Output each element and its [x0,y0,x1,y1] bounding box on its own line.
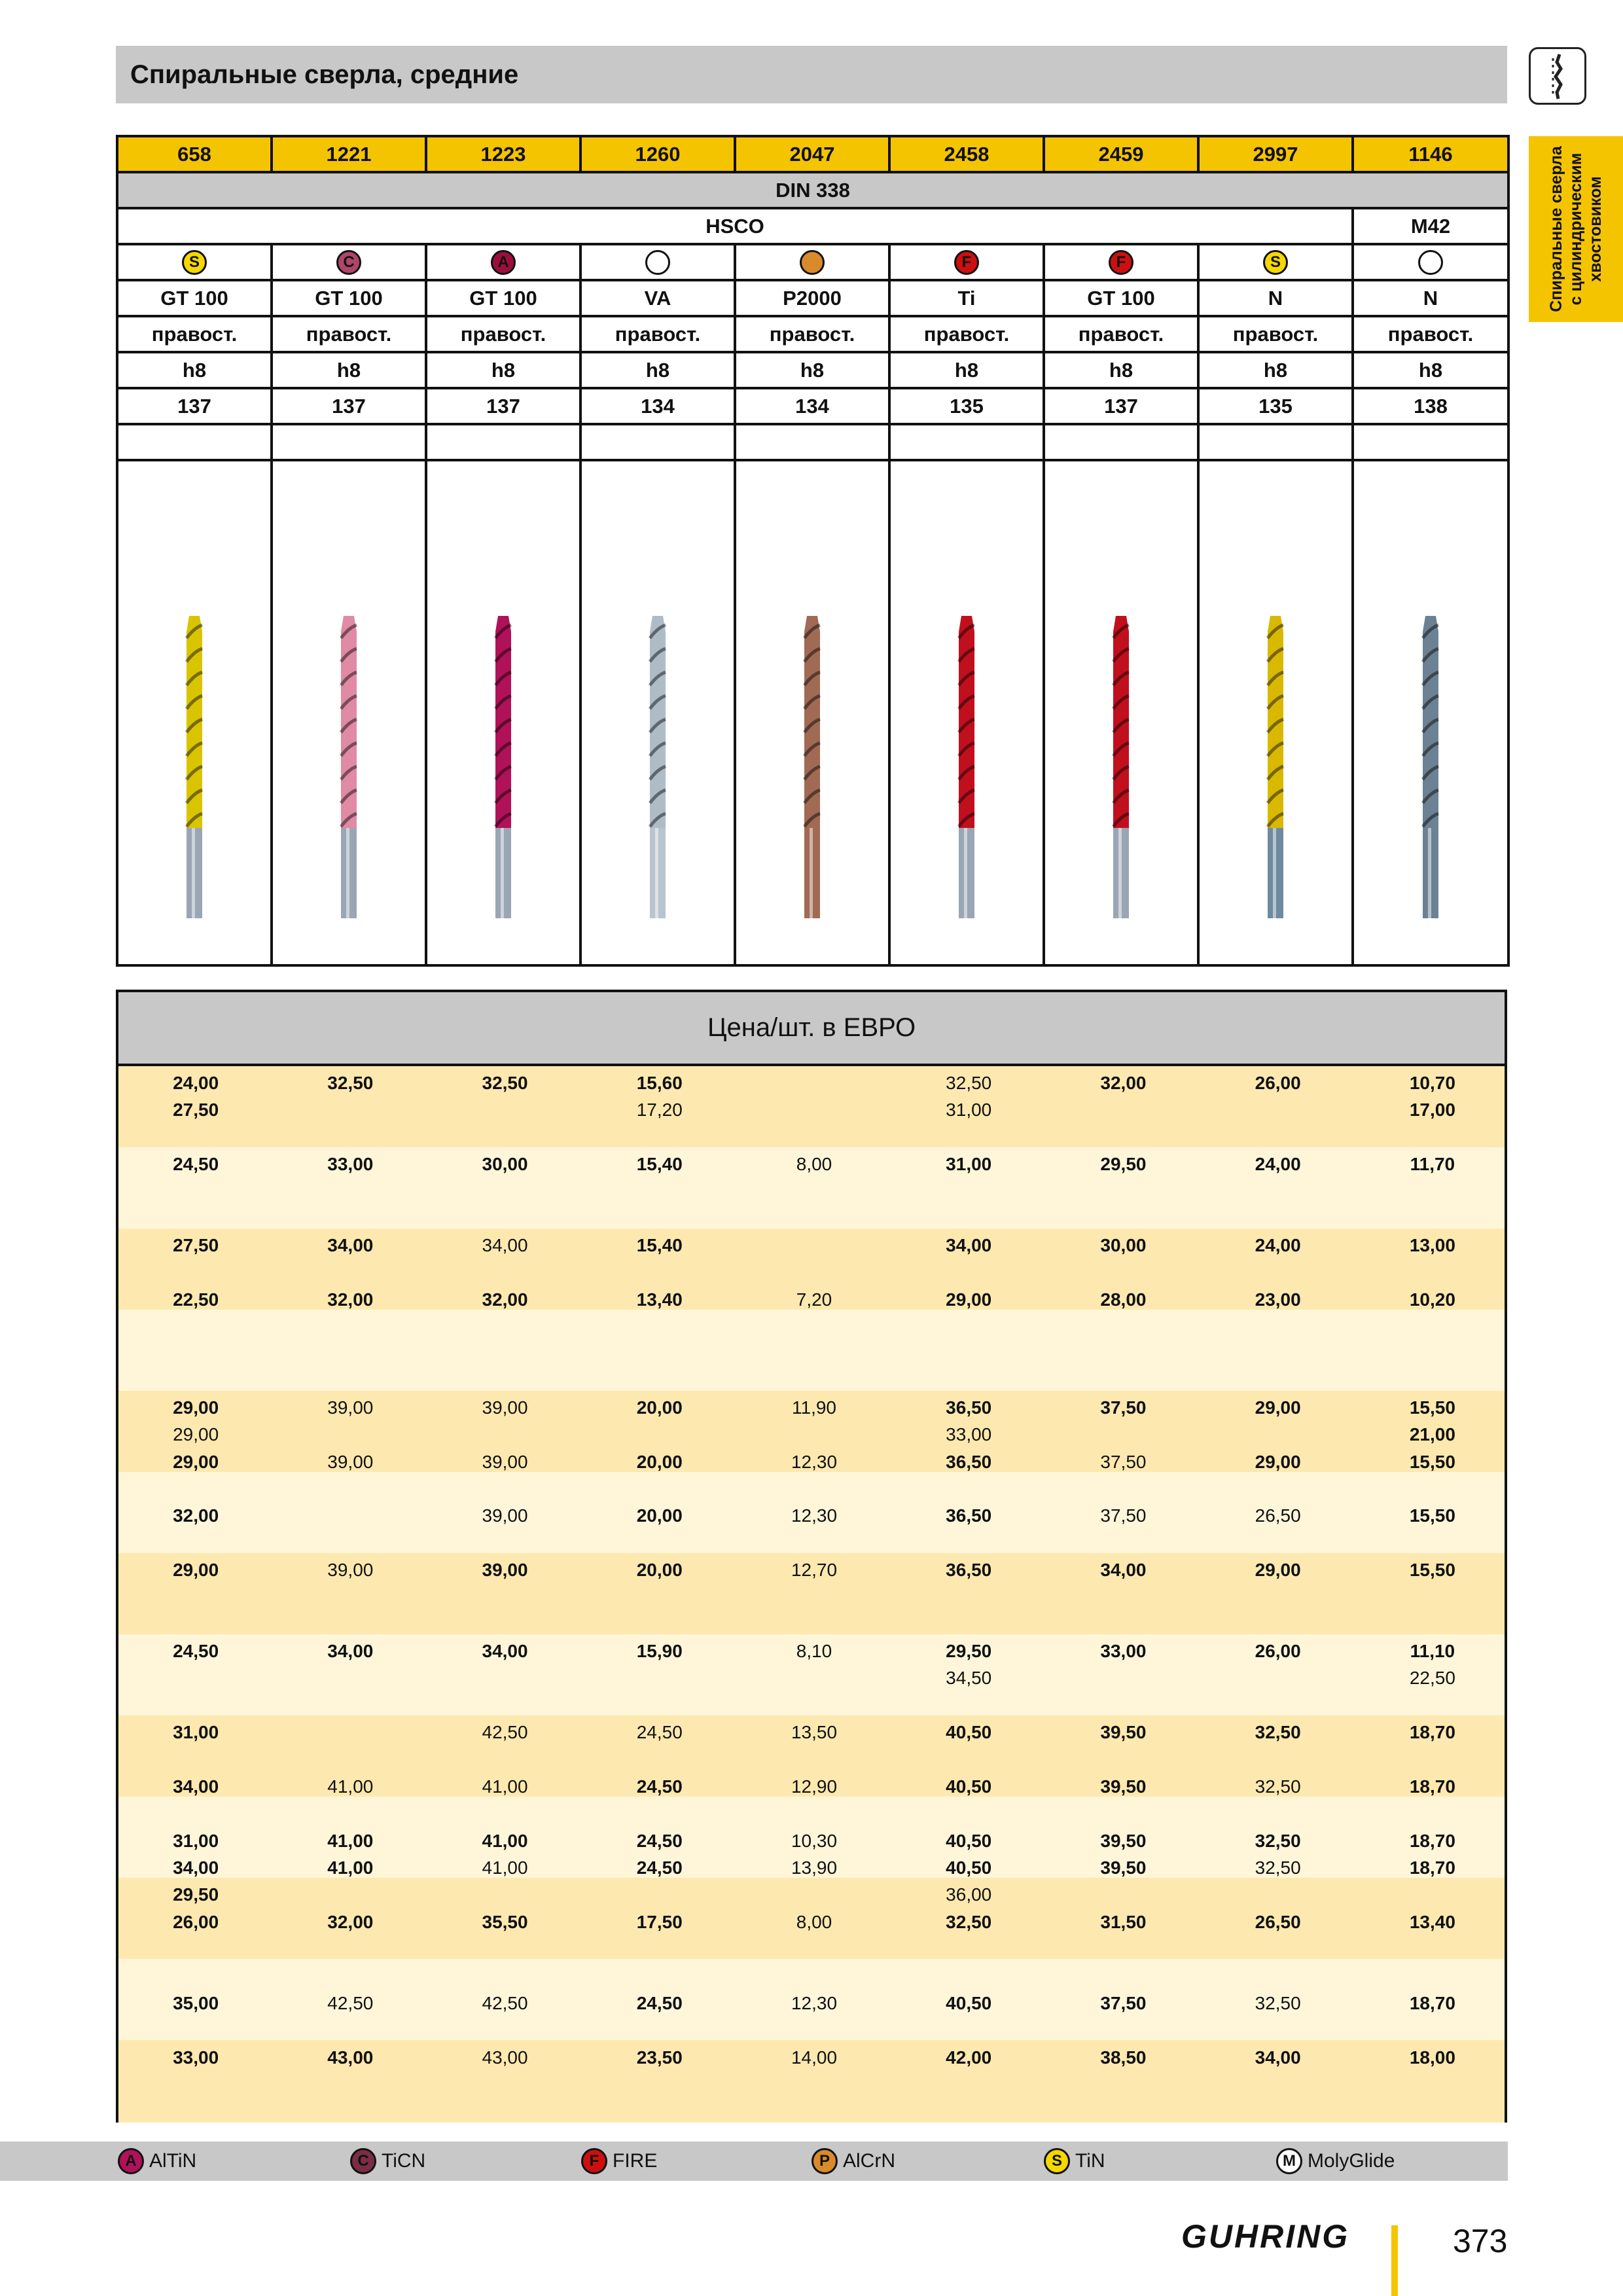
drill-image [793,612,832,939]
standard-row [117,172,1508,208]
article-cell: 1260 [580,136,735,172]
type-row [117,280,1508,316]
price-cell: 26,50 [1255,1912,1301,1932]
price-cell: 12,90 [791,1776,838,1797]
empty-cell [1353,424,1508,460]
empty-row [117,424,1508,460]
price-cell: 10,30 [791,1831,838,1851]
price-cell: 18,00 [1409,2047,1455,2068]
price-cell: 14,00 [791,2047,838,2068]
price-cell: 15,60 [636,1073,683,1093]
empty-cell [580,424,735,460]
drill-image [1256,612,1295,939]
price-cell: 32,50 [482,1073,528,1093]
price-cell: 40,50 [946,1831,992,1851]
coating-icon: A [491,250,516,275]
coating-cell [1044,244,1198,280]
price-cell: 20,00 [636,1505,683,1526]
tolerance-cell: h8 [1353,352,1508,388]
price-cell: 8,00 [796,1912,832,1932]
coating-icon: F [954,250,979,275]
empty-cell [117,424,272,460]
price-cell: 24,50 [173,1154,219,1174]
price-cell: 40,50 [946,1857,992,1878]
price-cell: 29,00 [946,1289,992,1310]
direction-cell: правост. [272,316,426,352]
coating-molyglide-icon: M [1276,2148,1302,2174]
direction-cell: правост. [580,316,735,352]
type-cell: Ti [889,280,1044,316]
direction-cell: правост. [889,316,1044,352]
price-cell: 32,00 [1100,1073,1147,1093]
point-angle-cell: 137 [272,388,426,424]
tolerance-cell: h8 [1044,352,1198,388]
point-angle-cell: 134 [580,388,735,424]
price-cell: 42,50 [482,1993,528,2013]
article-cell: 1221 [272,136,426,172]
price-cell: 36,50 [946,1560,992,1580]
empty-cell [1044,424,1198,460]
price-cell: 35,00 [173,1993,219,2013]
price-cell: 27,50 [173,1100,219,1120]
tolerance-cell: h8 [272,352,426,388]
price-cell: 29,00 [173,1560,219,1580]
coating-cell [1198,244,1353,280]
price-cell: 24,50 [636,1857,683,1878]
price-cell: 37,50 [1100,1505,1147,1526]
material-cell: HSCO [117,208,1353,244]
price-cell: 24,00 [1255,1154,1301,1174]
article-cell: 1146 [1353,136,1508,172]
price-cell: 20,00 [636,1397,683,1418]
price-cell: 18,70 [1409,1993,1455,2013]
tolerance-row [117,352,1508,388]
price-cell: 34,50 [946,1668,992,1688]
coating-icon [800,250,825,275]
price-cell: 39,00 [327,1397,374,1418]
type-cell: GT 100 [1044,280,1198,316]
article-cell: 2458 [889,136,1044,172]
price-cell: 8,00 [796,1154,832,1174]
price-cell: 11,10 [1410,1641,1455,1661]
direction-cell: правост. [735,316,889,352]
coating-icon [1418,250,1443,275]
type-cell: GT 100 [426,280,580,316]
article-cell: 1223 [426,136,580,172]
price-cell: 39,50 [1100,1831,1147,1851]
brand-logo: GUHRING [1181,2218,1350,2255]
price-cell: 29,00 [1255,1452,1301,1472]
price-cell: 22,50 [173,1289,219,1310]
price-cell: 37,50 [1100,1452,1147,1472]
type-cell: N [1353,280,1508,316]
drill-image [947,612,986,939]
price-cell: 42,50 [327,1993,374,2013]
price-cell: 24,00 [1255,1235,1301,1255]
drill-image [175,612,214,939]
legend-label: AlTiN [149,2150,197,2172]
price-cell: 13,00 [1409,1235,1455,1255]
coating-legend [0,2142,1508,2181]
price-cell: 34,00 [1100,1560,1147,1580]
type-cell: GT 100 [117,280,272,316]
point-angle-cell: 137 [426,388,580,424]
price-cell: 39,50 [1100,1722,1147,1742]
drill-image-cell [1353,460,1508,965]
article-cell: 2997 [1198,136,1353,172]
price-cell: 11,70 [1410,1154,1455,1174]
drill-image [1411,612,1450,939]
price-cell: 36,00 [946,1884,992,1905]
price-cell: 32,50 [327,1073,374,1093]
price-cell: 41,00 [482,1831,528,1851]
price-cell: 32,50 [1255,1776,1301,1797]
price-cell: 17,20 [636,1100,683,1120]
price-cell: 31,00 [946,1154,992,1174]
price-cell: 24,00 [173,1073,219,1093]
price-cell: 36,50 [946,1397,992,1418]
price-cell: 17,50 [636,1912,683,1932]
price-cell: 24,50 [636,1993,683,2013]
price-cell: 18,70 [1409,1831,1455,1851]
price-cell: 17,00 [1409,1100,1455,1120]
coating-alcrn-icon: P [812,2148,838,2174]
price-cell: 15,50 [1409,1397,1455,1418]
price-cell: 31,50 [1100,1912,1147,1932]
price-cell: 23,50 [636,2047,683,2068]
page-number: 373 [1453,2223,1508,2259]
price-cell: 21,00 [1409,1424,1455,1444]
direction-row [117,316,1508,352]
coating-fire-icon: F [581,2148,607,2174]
point-angle-cell: 135 [1198,388,1353,424]
price-cell: 15,40 [636,1235,683,1255]
type-cell: P2000 [735,280,889,316]
legend-label: TiN [1075,2150,1105,2172]
article-cell: 658 [117,136,272,172]
price-cell: 32,50 [946,1073,992,1093]
footer-divider [1391,2225,1398,2296]
price-cell: 15,50 [1409,1452,1455,1472]
price-cell: 10,20 [1409,1289,1455,1310]
price-cell: 33,00 [1100,1641,1147,1661]
material-row [117,208,1508,244]
price-cell: 36,50 [946,1505,992,1526]
drill-image-cell [272,460,426,965]
direction-cell: правост. [426,316,580,352]
price-cell: 24,50 [636,1776,683,1797]
price-cell: 39,00 [327,1452,374,1472]
price-cell: 33,00 [173,2047,219,2068]
coating-tin-icon: S [1044,2148,1070,2174]
price-cell: 31,00 [173,1722,219,1742]
price-cell: 35,50 [482,1912,528,1932]
price-cell: 28,00 [1100,1289,1147,1310]
legend-item [581,2148,657,2174]
price-cell: 38,50 [1100,2047,1147,2068]
price-cell: 18,70 [1409,1722,1455,1742]
drill-image-cell [580,460,735,965]
article-row [117,136,1508,172]
article-cell: 2047 [735,136,889,172]
price-cell: 32,00 [173,1505,219,1526]
tolerance-cell: h8 [580,352,735,388]
coating-cell [272,244,426,280]
price-cell: 41,00 [482,1857,528,1878]
coating-icon: S [1263,250,1288,275]
price-cell: 15,50 [1409,1560,1455,1580]
drill-image [484,612,523,939]
price-header-label: Цена/шт. в ЕВРО [707,1013,916,1042]
coating-icon: F [1109,250,1133,275]
price-cell: 37,50 [1100,1397,1147,1418]
point-angle-cell: 135 [889,388,1044,424]
drill-image [1101,612,1141,939]
legend-label: MolyGlide [1308,2150,1395,2172]
price-cell: 29,50 [946,1641,992,1661]
price-cell: 11,90 [792,1397,836,1418]
point-angle-cell: 138 [1353,388,1508,424]
standard-cell: DIN 338 [117,172,1508,208]
price-cell: 13,90 [791,1857,838,1878]
coating-cell [580,244,735,280]
type-cell: GT 100 [272,280,426,316]
price-cell: 12,70 [791,1560,838,1580]
price-cell: 15,50 [1409,1505,1455,1526]
price-cell: 43,00 [327,2047,374,2068]
price-cell: 29,00 [173,1424,219,1444]
price-cell: 41,00 [327,1857,374,1878]
legend-label: FIRE [613,2150,658,2172]
price-cell: 32,50 [1255,1831,1301,1851]
point-angle-cell: 137 [117,388,272,424]
direction-cell: правост. [117,316,272,352]
price-cell: 23,00 [1255,1289,1301,1310]
price-cell: 41,00 [327,1831,374,1851]
price-cell: 37,50 [1100,1993,1147,2013]
legend-item [1276,2148,1395,2174]
type-cell: N [1198,280,1353,316]
price-cell: 39,00 [482,1505,528,1526]
tolerance-cell: h8 [117,352,272,388]
price-cell: 15,90 [636,1641,683,1661]
coating-cell [1353,244,1508,280]
price-cell: 41,00 [482,1776,528,1797]
article-cell: 2459 [1044,136,1198,172]
price-cell: 42,50 [482,1722,528,1742]
price-cell: 29,00 [173,1397,219,1418]
drill-image-cell [1198,460,1353,965]
side-tab-line: Спиральные сверла [1547,146,1565,312]
section-side-tab[interactable] [1529,136,1623,322]
price-cell: 12,30 [791,1452,838,1472]
price-cell: 40,50 [946,1722,992,1742]
drill-image [638,612,677,939]
price-cell: 33,00 [327,1154,374,1174]
direction-cell: правост. [1198,316,1353,352]
coating-row [117,244,1508,280]
price-cell: 30,00 [482,1154,528,1174]
empty-cell [735,424,889,460]
side-tab-line: хвостовиком [1586,176,1605,282]
drill-image-cell [735,460,889,965]
price-cell: 22,50 [1409,1668,1455,1688]
material-cell: M42 [1353,208,1508,244]
spec-table [116,135,1510,967]
price-cell: 32,00 [327,1289,374,1310]
price-cell: 29,00 [173,1452,219,1472]
coating-cell [426,244,580,280]
drill-image-row [117,460,1508,965]
price-cell: 32,50 [1255,1722,1301,1742]
coating-cell [735,244,889,280]
coating-icon: S [182,250,207,275]
point-angle-cell: 134 [735,388,889,424]
legend-label: AlCrN [843,2150,895,2172]
price-cell: 26,50 [1255,1505,1301,1526]
tolerance-cell: h8 [1198,352,1353,388]
price-cell: 26,00 [1255,1641,1301,1661]
drill-image-cell [426,460,580,965]
price-cell: 10,70 [1409,1073,1455,1093]
price-cell: 32,00 [327,1912,374,1932]
coating-icon [645,250,670,275]
price-cell: 20,00 [636,1452,683,1472]
legend-item [350,2148,425,2174]
direction-cell: правост. [1044,316,1198,352]
price-cell: 32,50 [1255,1857,1301,1878]
price-cell: 39,50 [1100,1857,1147,1878]
tolerance-cell: h8 [889,352,1044,388]
legend-item [812,2148,895,2174]
price-header [116,990,1507,1066]
empty-cell [1198,424,1353,460]
legend-label: TiCN [382,2150,426,2172]
price-cell: 34,00 [173,1776,219,1797]
coating-ticn-icon: C [350,2148,376,2174]
price-cell: 29,50 [173,1884,219,1905]
drill-image-cell [1044,460,1198,965]
point-angle-row [117,388,1508,424]
price-cell: 13,40 [636,1289,683,1310]
coating-altin-icon: A [118,2148,144,2174]
price-cell: 18,70 [1409,1857,1455,1878]
coating-cell [889,244,1044,280]
price-cell: 34,00 [327,1641,374,1661]
price-cell: 27,50 [173,1235,219,1255]
legend-item [118,2148,196,2174]
price-cell: 39,00 [482,1397,528,1418]
price-cell: 31,00 [946,1100,992,1120]
tolerance-cell: h8 [735,352,889,388]
price-cell: 40,50 [946,1776,992,1797]
price-cell: 42,00 [946,2047,992,2068]
side-tab-line: с цилиндрическим [1567,152,1585,306]
price-cell: 8,10 [796,1641,832,1661]
empty-cell [889,424,1044,460]
price-cell: 26,00 [1255,1073,1301,1093]
price-cell: 34,00 [173,1857,219,1878]
point-angle-cell: 137 [1044,388,1198,424]
price-cell: 36,50 [946,1452,992,1472]
price-cell: 34,00 [482,1641,528,1661]
price-cell: 29,50 [1100,1154,1147,1174]
price-cell: 29,00 [1255,1397,1301,1418]
price-cell: 34,00 [1255,2047,1301,2068]
price-cell: 41,00 [327,1776,374,1797]
price-cell: 24,50 [636,1722,683,1742]
price-cell: 39,00 [482,1452,528,1472]
price-cell: 34,00 [946,1235,992,1255]
price-cell: 30,00 [1100,1235,1147,1255]
price-cell: 34,00 [327,1235,374,1255]
price-cell: 39,00 [327,1560,374,1580]
price-cell: 34,00 [482,1235,528,1255]
price-cell: 43,00 [482,2047,528,2068]
price-cell: 18,70 [1409,1776,1455,1797]
price-cell: 24,50 [636,1831,683,1851]
price-cell: 26,00 [173,1912,219,1932]
type-cell: VA [580,280,735,316]
price-cell: 39,50 [1100,1776,1147,1797]
drill-image [329,612,368,939]
price-cell: 7,20 [796,1289,832,1310]
page-title: Спиральные сверла, средние [130,60,519,89]
price-cell: 13,50 [791,1722,838,1742]
drill-category-icon [1529,47,1586,105]
drill-image-cell [889,460,1044,965]
price-cell: 39,00 [482,1560,528,1580]
price-cell: 15,40 [636,1154,683,1174]
price-cell: 40,50 [946,1993,992,2013]
price-table [116,1066,1507,2123]
price-cell: 29,00 [1255,1560,1301,1580]
price-cell: 31,00 [173,1831,219,1851]
price-cell: 24,50 [173,1641,219,1661]
price-band [118,1310,1505,1391]
direction-cell: правост. [1353,316,1508,352]
tolerance-cell: h8 [426,352,580,388]
coating-icon: C [336,250,361,275]
legend-item [1044,2148,1105,2174]
page-title-bar [116,46,1507,103]
price-cell: 32,00 [482,1289,528,1310]
price-cell: 13,40 [1409,1912,1455,1932]
drill-image-cell [117,460,272,965]
price-cell: 12,30 [791,1505,838,1526]
price-cell: 32,50 [1255,1993,1301,2013]
price-cell: 12,30 [791,1993,838,2013]
empty-cell [272,424,426,460]
price-cell: 33,00 [946,1424,992,1444]
coating-cell [117,244,272,280]
price-cell: 32,50 [946,1912,992,1932]
price-cell: 20,00 [636,1560,683,1580]
empty-cell [426,424,580,460]
